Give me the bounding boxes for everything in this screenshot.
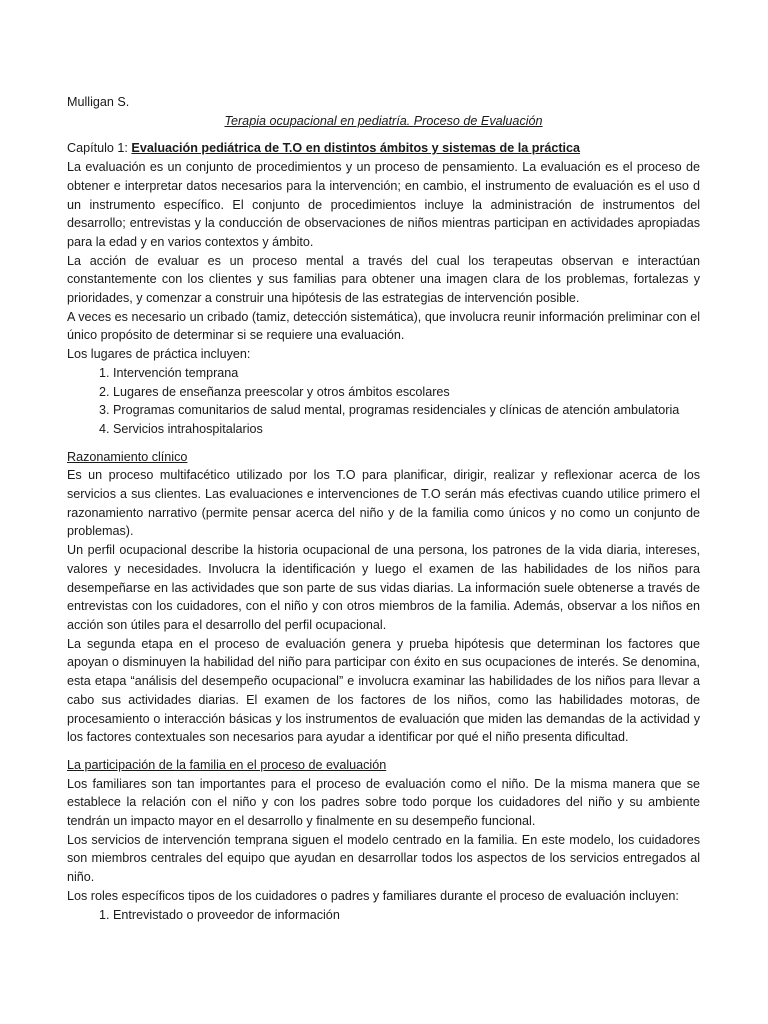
author-name: Mulligan S.	[67, 95, 130, 109]
paragraph: Es un proceso multifacético utilizado por los T.O para planificar, dirigir, realizar y reflexionar acerca de los servicios a sus clientes. Las evaluaciones e intervenciones de T.O serán más efectivas cuando utilice primero el razonamiento narrativo (permite pensar acerca del niño y de la familia como únicos y no como un conjunto de problemas).	[67, 468, 700, 539]
paragraph: A veces es necesario un cribado (tamiz, detección sistemática), que involucra reunir información preliminar con el único propósito de determinar si se requiere una evaluación.	[67, 309, 700, 343]
chapter-heading	[67, 139, 700, 158]
chapter-prefix: Capítulo 1:	[67, 141, 132, 156]
section-heading: La participación de la familia en el proceso de evaluación	[67, 757, 387, 772]
practice-places-list	[67, 364, 700, 439]
document-title: Terapia ocupacional en pediatría. Proceso de Evaluación	[224, 113, 543, 128]
paragraph: Los lugares de práctica incluyen:	[67, 347, 251, 362]
paragraph: La evaluación es un conjunto de procedimientos y un proceso de pensamiento. La evaluación es el proceso de obtener e interpretar datos necesarios para la intervención; en cambio, el instrumento de evaluación es el uso d un instrumento específico. El conjunto de procedimientos incluye la administración de instrumentos del desarrollo; entrevistas y la conducción de observaciones de niños mientras participan en actividades apropiadas para la edad y en varios contextos y ámbito.	[67, 160, 700, 249]
list-item: 3. Programas comunitarios de salud mental, programas residenciales y clínicas de atención ambulatoria	[113, 401, 700, 420]
chapter-title: Evaluación pediátrica de T.O en distintos ámbitos y sistemas de la práctica	[131, 141, 581, 156]
paragraph: La segunda etapa en el proceso de evaluación genera y prueba hipótesis que determinan los factores que apoyan o disminuyen la habilidad del niño para participar con éxito en sus ocupaciones de interés. Se denomina, esta etapa “análisis del desempeño ocupacional” e involucra examinar las habilidades de los niños para llevar a cabo sus actividades diarias. El examen de los factores de los niños, como las habilidades motoras, de procesamiento o interacción básicas y los instrumentos de evaluación que miden las demandas de la actividad y los factores contextuales son necesarios para ayudar a identificar por qué el niño presenta dificultad.	[67, 636, 700, 745]
list-item: 1. Entrevistado o proveedor de información	[113, 906, 700, 925]
section-heading: Razonamiento clínico	[67, 449, 188, 464]
family-roles-list	[67, 906, 700, 925]
list-item: 4. Servicios intrahospitalarios	[113, 420, 700, 439]
paragraph: Un perfil ocupacional describe la historia ocupacional de una persona, los patrones de la vida diaria, intereses, valores y necesidades. Involucra la identificación y luego el examen de las habilidades de los niños para desempeñarse en las actividades que son parte de sus vidas diarias. La información suele obtenerse a través de entrevistas con los cuidadores, con el niño y con otros miembros de la familia. Además, observar a los niños en acción son útiles para el desarrollo del perfil ocupacional.	[67, 543, 700, 632]
list-item: 1. Intervención temprana	[113, 364, 700, 383]
paragraph: La acción de evaluar es un proceso mental a través del cual los terapeutas observan e interactúan constantemente con los clientes y sus familias para obtener una imagen clara de los problemas, fortalezas y prioridades, y comenzar a construir una hipótesis de las estrategias de intervención posible.	[67, 253, 700, 306]
paragraph: Los roles específicos tipos de los cuidadores o padres y familiares durante el proceso de evaluación incluyen:	[67, 888, 679, 903]
paragraph: Los familiares son tan importantes para el proceso de evaluación como el niño. De la misma manera que se establece la relación con el niño y con los padres sobre todo porque los cuidadores del niño y su ambiente tendrán un impacto mayor en el desarrollo y finalmente en su desempeño funcional.	[67, 776, 700, 829]
list-item: 2. Lugares de enseñanza preescolar y otros ámbitos escolares	[113, 383, 700, 402]
paragraph: Los servicios de intervención temprana siguen el modelo centrado en la familia. En este modelo, los cuidadores son miembros centrales del equipo que ayudan en desarrollar todos los aspectos de los servicios entregados al niño.	[67, 832, 700, 885]
